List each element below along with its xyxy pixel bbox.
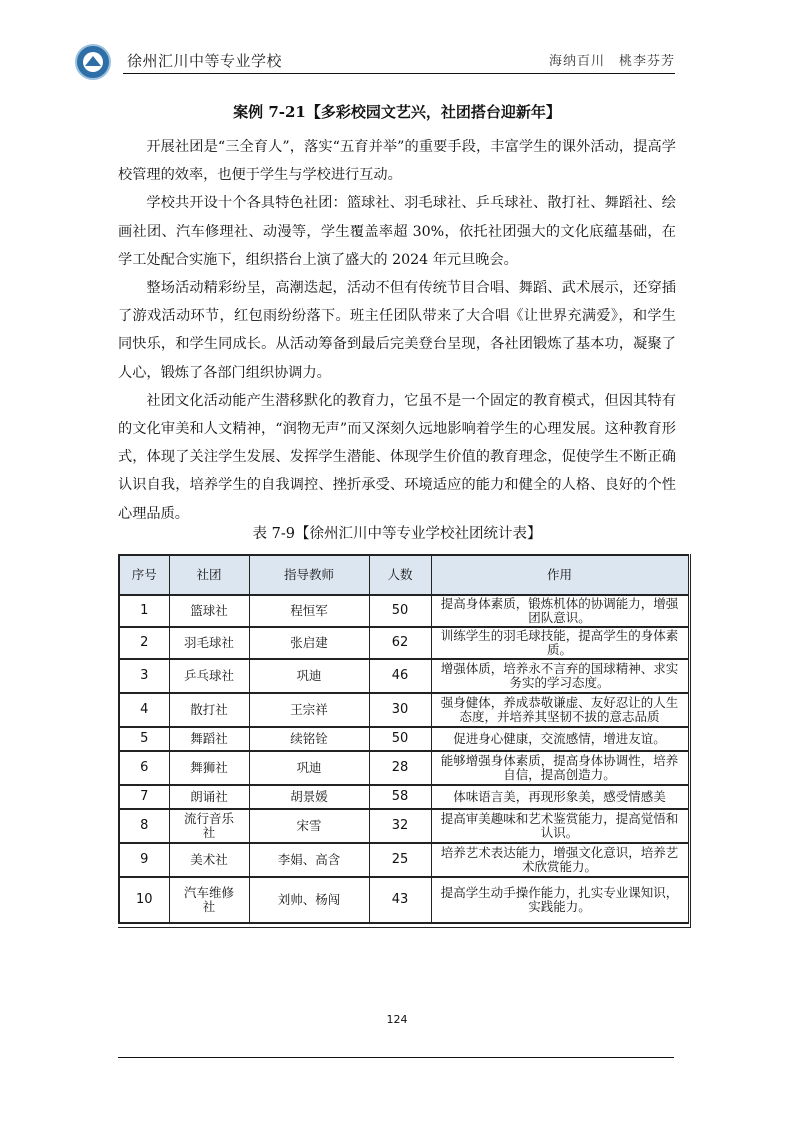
table-row <box>119 727 688 751</box>
paragraph: 学校共开设十个各具特色社团：篮球社、羽毛球社、乒乓球社、散打社、舞蹈社、绘画社团、汽车修理社、动漫等，学生覆盖率超 30%，依托社团强大的文化底蕴基础，在学工处配合实施下，组织搭台上演了盛大的 2024 年元旦晚会。 <box>118 195 676 268</box>
cell-club: 舞狮社 <box>169 751 249 785</box>
header-teacher: 指导教师 <box>249 555 369 595</box>
table-row <box>119 843 688 877</box>
cell-count: 50 <box>369 595 431 627</box>
table-row <box>119 659 688 693</box>
cell-teacher: 张启建 <box>249 627 369 659</box>
paragraph: 社团文化活动能产生潜移默化的教育力，它虽不是一个固定的教育模式，但因其特有的文化审美和人文精神，“润物无声”而又深刻久远地影响着学生的心理发展。这种教育形式，体现了关注学生发展、发挥学生潜能、体现学生价值的教育理念，促使学生不断正确认识自我，培养学生的自我调控、挫折承受、环境适应的能力和健全的人格、良好的个性心理品质。 <box>118 392 676 522</box>
body-text <box>118 133 676 528</box>
school-logo-icon <box>75 44 111 80</box>
cell-teacher: 巩迪 <box>249 751 369 785</box>
table-double-border-bottom <box>118 927 691 928</box>
cell-club: 汽车维修社 <box>169 877 249 923</box>
case-title: 案例 7-21【多彩校园文艺兴，社团搭台迎新年】 <box>233 103 561 121</box>
cell-teacher: 巩迪 <box>249 659 369 693</box>
cell-teacher: 李娟、高含 <box>249 843 369 877</box>
cell-index: 3 <box>119 659 169 693</box>
cell-club: 美术社 <box>169 843 249 877</box>
paragraph: 整场活动精彩纷呈，高潮迭起，活动不但有传统节目合唱、舞蹈、武术展示，还穿插了游戏活动环节，红包雨纷纷落下。班主任团队带来了大合唱《让世界充满爱》，和学生同快乐，和学生同成长。从活动筹备到最后完美登台呈现，各社团锻炼了基本功，凝聚了人心，锻炼了各部门组织协调力。 <box>118 280 676 381</box>
cell-count: 30 <box>369 693 431 727</box>
table-row <box>119 595 688 627</box>
cell-count: 28 <box>369 751 431 785</box>
cell-purpose: 增强体质，培养永不言弃的国球精神、求实务实的学习态度。 <box>431 659 688 693</box>
cell-teacher: 程恒军 <box>249 595 369 627</box>
cell-purpose: 提高身体素质，锻炼机体的协调能力，增强团队意识。 <box>431 595 688 627</box>
table-row <box>119 693 688 727</box>
cell-club: 羽毛球社 <box>169 627 249 659</box>
school-name: 徐州汇川中等专业学校 <box>127 52 283 70</box>
header-purpose: 作用 <box>431 555 688 595</box>
cell-purpose: 促进身心健康，交流感情，增进友谊。 <box>431 727 688 751</box>
table-row <box>119 785 688 809</box>
cell-club: 舞蹈社 <box>169 727 249 751</box>
cell-purpose: 强身健体，养成恭敬谦虚、友好忍让的人生态度，并培养其坚韧不拔的意志品质 <box>431 693 688 727</box>
header-count: 人数 <box>369 555 431 595</box>
mountain-icon <box>85 56 101 66</box>
cell-club: 流行音乐社 <box>169 809 249 843</box>
club-statistics-table <box>118 554 689 924</box>
page-number: 124 <box>386 1013 408 1026</box>
cell-index: 5 <box>119 727 169 751</box>
cell-club: 乒乓球社 <box>169 659 249 693</box>
cell-club: 朗诵社 <box>169 785 249 809</box>
cell-index: 6 <box>119 751 169 785</box>
cell-index: 10 <box>119 877 169 923</box>
school-motto: 海纳百川 桃李芬芳 <box>548 54 675 69</box>
club-table-wrapper <box>118 554 687 924</box>
table-row <box>119 627 688 659</box>
cell-purpose: 能够增强身体素质，提高身体协调性，培养自信，提高创造力。 <box>431 751 688 785</box>
cell-purpose: 训练学生的羽毛球技能，提高学生的身体素质。 <box>431 627 688 659</box>
cell-index: 7 <box>119 785 169 809</box>
page-header <box>75 40 675 80</box>
cell-count: 25 <box>369 843 431 877</box>
cell-teacher: 胡景媛 <box>249 785 369 809</box>
footer-divider <box>118 1057 674 1058</box>
cell-count: 58 <box>369 785 431 809</box>
cell-index: 4 <box>119 693 169 727</box>
cell-purpose: 体味语言美，再现形象美，感受情感美 <box>431 785 688 809</box>
table-caption: 表 7-9【徐州汇川中等专业学校社团统计表】 <box>252 526 542 542</box>
cell-teacher: 宋雪 <box>249 809 369 843</box>
cell-index: 9 <box>119 843 169 877</box>
table-row <box>119 751 688 785</box>
cell-teacher: 续铭铨 <box>249 727 369 751</box>
header-divider <box>123 73 675 74</box>
cell-purpose: 提高审美趣味和艺术鉴赏能力，提高觉悟和认识。 <box>431 809 688 843</box>
header-club: 社团 <box>169 555 249 595</box>
cell-teacher: 王宗祥 <box>249 693 369 727</box>
table-header-row <box>119 555 688 595</box>
cell-count: 46 <box>369 659 431 693</box>
cell-count: 62 <box>369 627 431 659</box>
header-index: 序号 <box>119 555 169 595</box>
table-row <box>119 877 688 923</box>
cell-index: 1 <box>119 595 169 627</box>
cell-count: 43 <box>369 877 431 923</box>
cell-purpose: 培养艺术表达能力，增强文化意识，培养艺术欣赏能力。 <box>431 843 688 877</box>
cell-index: 8 <box>119 809 169 843</box>
cell-index: 2 <box>119 627 169 659</box>
paragraph: 开展社团是“三全育人”，落实“五育并举”的重要手段，丰富学生的课外活动，提高学校管理的效率，也便于学生与学校进行互动。 <box>118 139 676 184</box>
table-double-border-right <box>690 554 691 928</box>
cell-purpose: 提高学生动手操作能力，扎实专业课知识，实践能力。 <box>431 877 688 923</box>
cell-teacher: 刘帅、杨闯 <box>249 877 369 923</box>
cell-count: 50 <box>369 727 431 751</box>
cell-club: 篮球社 <box>169 595 249 627</box>
cell-count: 32 <box>369 809 431 843</box>
cell-club: 散打社 <box>169 693 249 727</box>
table-row <box>119 809 688 843</box>
